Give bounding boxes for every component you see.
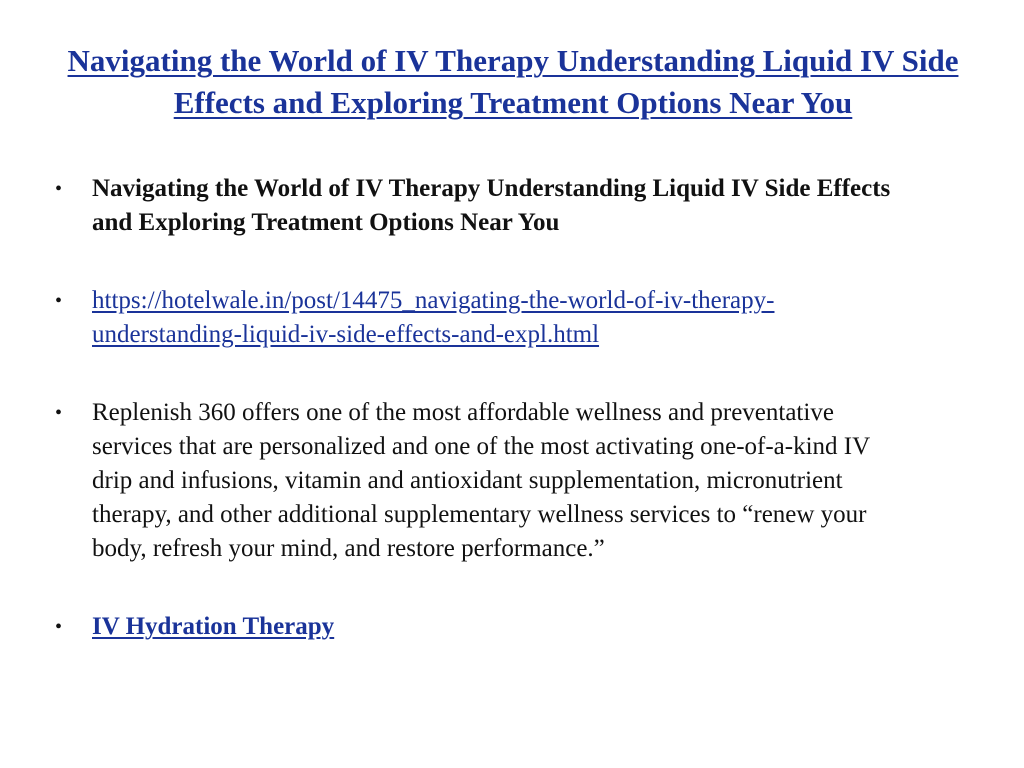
source-url-link[interactable]: https://hotelwale.in/post/14475_navigating-the-world-of-iv-therapy-understanding-liquid-iv-side-effects-and-expl.html <box>92 287 775 348</box>
item-description-text: Replenish 360 offers one of the most affordable wellness and preventative services that are personalized and one of the most activating one-of-a-kind IV drip and infusions, vitamin and antioxidant supplementation, micronutrient therapy, and other additional supplementary wellness services to “renew your body, refresh your mind, and restore performance.” <box>92 399 870 562</box>
iv-hydration-therapy-link[interactable]: IV Hydration Therapy <box>92 613 335 640</box>
bullet-icon: • <box>55 616 63 638</box>
slide-title-link[interactable]: Navigating the World of IV Therapy Understanding Liquid IV Side Effects and Exploring Treatment Options Near You <box>67 43 959 120</box>
list-item <box>52 610 952 644</box>
item-heading-text: Navigating the World of IV Therapy Understanding Liquid IV Side Effects and Exploring Treatment Options Near You <box>92 175 891 236</box>
list-item <box>52 172 952 240</box>
list-item <box>52 396 952 566</box>
bullet-icon: • <box>55 290 63 312</box>
list-item <box>52 284 952 352</box>
bullet-icon: • <box>55 178 63 200</box>
slide-title <box>48 40 978 124</box>
bullet-list <box>52 172 952 644</box>
bullet-icon: • <box>55 402 63 424</box>
item-link-wrapper <box>92 610 912 644</box>
item-url-wrapper <box>92 284 912 352</box>
